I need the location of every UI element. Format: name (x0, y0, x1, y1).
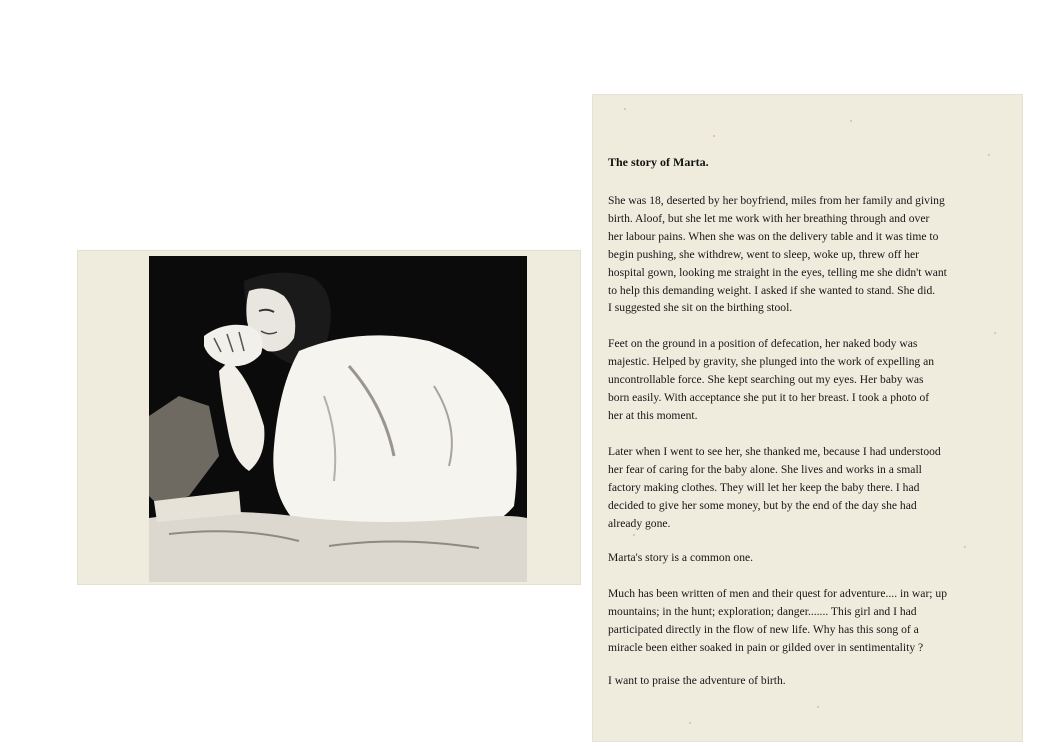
text-line: already gone. (608, 516, 671, 530)
text-line: her fear of caring for the baby alone. She lives and works in a small (608, 462, 922, 476)
text-line: factory making clothes. They will let her keep the baby there. I had (608, 480, 920, 494)
text-line: to help this demanding weight. I asked if she wanted to stand. She did. (608, 283, 936, 297)
paper-speck (713, 135, 715, 137)
paper-speck (633, 534, 635, 536)
text-line: uncontrollable force. She kept searching out my eyes. Her baby was (608, 372, 924, 386)
paper-speck (988, 154, 990, 156)
text-line: participated directly in the flow of new life. Why has this song of a (608, 622, 919, 636)
story-paragraph-4 (608, 549, 753, 567)
paper-speck (850, 120, 852, 122)
marta-breastfeeding-photo (149, 256, 527, 582)
paper-speck (964, 546, 966, 548)
text-line: miracle been either soaked in pain or gilded over in sentimentality ? (608, 640, 924, 654)
text-line: her labour pains. When she was on the delivery table and it was time to (608, 229, 939, 243)
paper-speck (817, 706, 819, 708)
text-line: her at this moment. (608, 408, 698, 422)
paper-speck (624, 108, 626, 110)
story-paragraph-2 (608, 335, 934, 425)
photo-print (77, 250, 581, 585)
text-line: decided to give her some money, but by the end of the day she had (608, 498, 917, 512)
text-line: I suggested she sit on the birthing stool. (608, 301, 793, 315)
text-line: Much has been written of men and their quest for adventure.... in war; up (608, 587, 948, 600)
text-line: Marta's story is a common one. (608, 551, 754, 564)
story-paragraph-5 (608, 585, 947, 657)
text-line: She was 18, deserted by her boyfriend, miles from her family and giving (608, 194, 945, 207)
story-page (592, 94, 1023, 742)
paper-speck (689, 722, 691, 724)
paper-speck (994, 332, 996, 334)
text-line: begin pushing, she withdrew, went to sleep, woke up, threw off her (608, 247, 920, 261)
text-line: majestic. Helped by gravity, she plunged into the work of expelling an (608, 354, 935, 368)
story-paragraph-3 (608, 443, 941, 533)
story-paragraph-6 (608, 672, 786, 690)
story-paragraph-1 (608, 192, 947, 317)
text-line: Feet on the ground in a position of defecation, her naked body was (608, 337, 918, 350)
text-line: born easily. With acceptance she put it to her breast. I took a photo of (608, 390, 930, 404)
text-line: I want to praise the adventure of birth. (608, 674, 786, 687)
text-line: mountains; in the hunt; exploration; danger....... This girl and I had (608, 604, 917, 618)
text-line: birth. Aloof, but she let me work with her breathing through and over (608, 211, 930, 225)
text-line: hospital gown, looking me straight in the eyes, telling me she didn't want (608, 265, 947, 279)
text-line: Later when I went to see her, she thanked me, because I had understood (608, 445, 941, 458)
story-title: The story of Marta. (608, 155, 709, 169)
